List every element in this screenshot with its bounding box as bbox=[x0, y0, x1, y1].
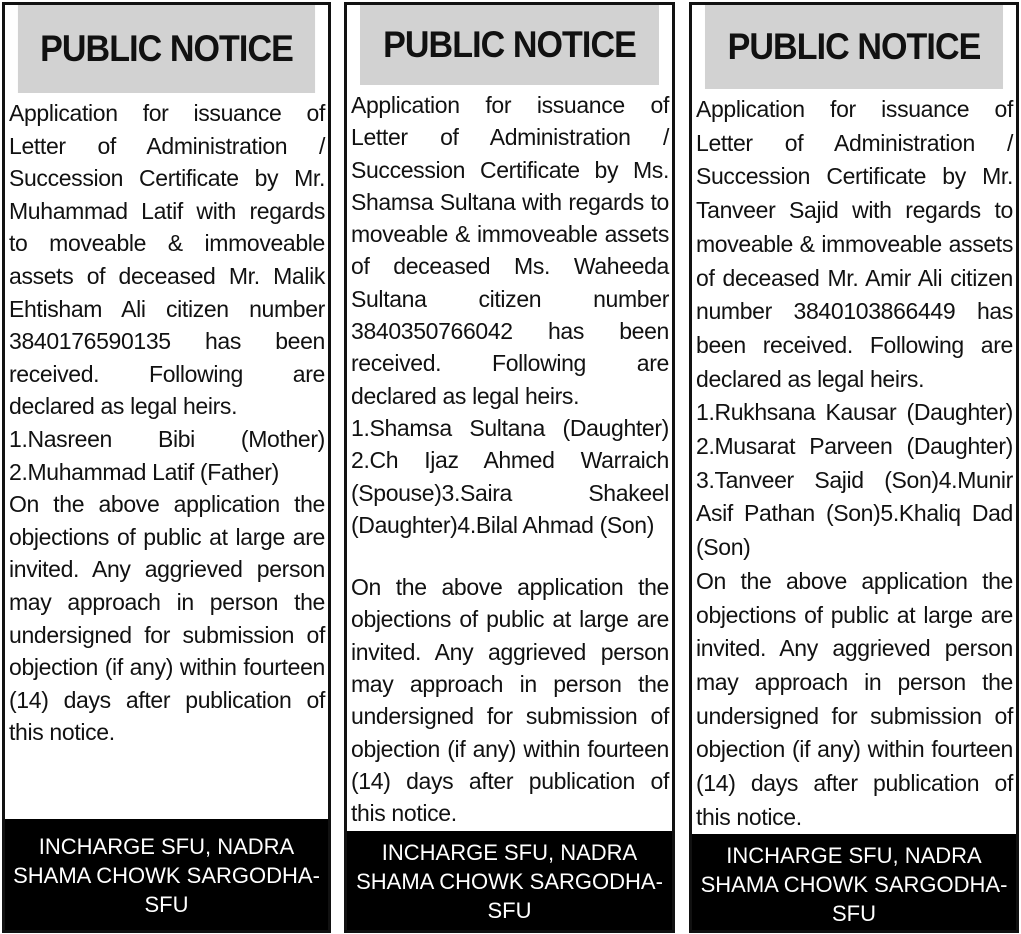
footer-line-1: INCHARGE SFU, NADRA bbox=[381, 839, 638, 865]
heirs-list: 1.Rukhsana Kausar (Daughter) 2.Musarat Parveen (Daughter) 3.Tanveer Sajid (Son)4.Munir Asif Pathan (Son)5.Khaliq Dad (Son) bbox=[696, 399, 1013, 561]
public-notice-2 bbox=[344, 2, 675, 933]
notice-footer bbox=[347, 831, 672, 930]
footer-line-3: SFU bbox=[487, 897, 532, 923]
footer-line-2: SHAMA CHOWK SARGODHA- bbox=[356, 868, 663, 894]
objection-text: On the above application the objections of public at large are invited. Any aggrieved person may approach in person the undersigned for submission of objection (if any) within fourteen (14) days after publication of this notice. bbox=[351, 574, 669, 827]
application-text: Application for issuance of Letter of Administration / Succession Certificate by Mr. Muhammad Latif with regards to moveable & immoveable assets of deceased Mr. Malik Ehtisham Ali citizen number 3840176590135 has been received. Following are declared as legal heirs. bbox=[9, 100, 325, 420]
notice-title: PUBLIC NOTICE bbox=[360, 5, 659, 85]
heirs-list: 1.Shamsa Sultana (Daughter) 2.Ch Ijaz Ahmed Warraich (Spouse)3.Saira Shakeel (Daughter)4.Bilal Ahmad (Son) bbox=[351, 414, 669, 538]
footer-line-1: INCHARGE SFU, NADRA bbox=[726, 842, 982, 868]
footer-line-3: SFU bbox=[832, 900, 876, 926]
heirs-list: 1.Nasreen Bibi (Mother) 2.Muhammad Latif (Father) bbox=[9, 425, 325, 485]
public-notice-3 bbox=[689, 2, 1019, 933]
footer-line-2: SHAMA CHOWK SARGODHA- bbox=[700, 871, 1008, 897]
footer-line-2: SHAMA CHOWK SARGODHA- bbox=[13, 862, 320, 888]
application-text: Application for issuance of Letter of Administration / Succession Certificate by Ms. Shamsa Sultana with regards to moveable & immoveable assets of deceased Ms. Waheeda Sultana citizen number 3840350766042 has been received. Following are declared as legal heirs. bbox=[351, 92, 669, 409]
footer-line-3: SFU bbox=[144, 891, 189, 917]
public-notice-1 bbox=[2, 2, 331, 933]
objection-text: On the above application the objections of public at large are invited. Any aggrieved person may approach in person the undersigned for submission of objection (if any) within fourteen (14) days after publication of this notice. bbox=[696, 567, 1013, 830]
notice-title: PUBLIC NOTICE bbox=[18, 5, 315, 93]
notice-body bbox=[692, 89, 1016, 834]
notice-body bbox=[347, 85, 672, 831]
objection-text: On the above application the objections of public at large are invited. Any aggrieved person may approach in person the undersigned for submission of objection (if any) within fourteen (14) days after publication of this notice. bbox=[9, 491, 325, 746]
notice-footer bbox=[5, 819, 328, 930]
notice-footer bbox=[692, 834, 1016, 933]
notice-title: PUBLIC NOTICE bbox=[705, 5, 1003, 89]
application-text: Application for issuance of Letter of Administration / Succession Certificate by Mr. Tanveer Sajid with regards to moveable & immoveable assets of deceased Mr. Amir Ali citizen number 3840103866449 has been received. Following are declared as legal heirs. bbox=[696, 96, 1013, 392]
notice-body bbox=[5, 93, 328, 819]
footer-line-1: INCHARGE SFU, NADRA bbox=[38, 833, 295, 859]
